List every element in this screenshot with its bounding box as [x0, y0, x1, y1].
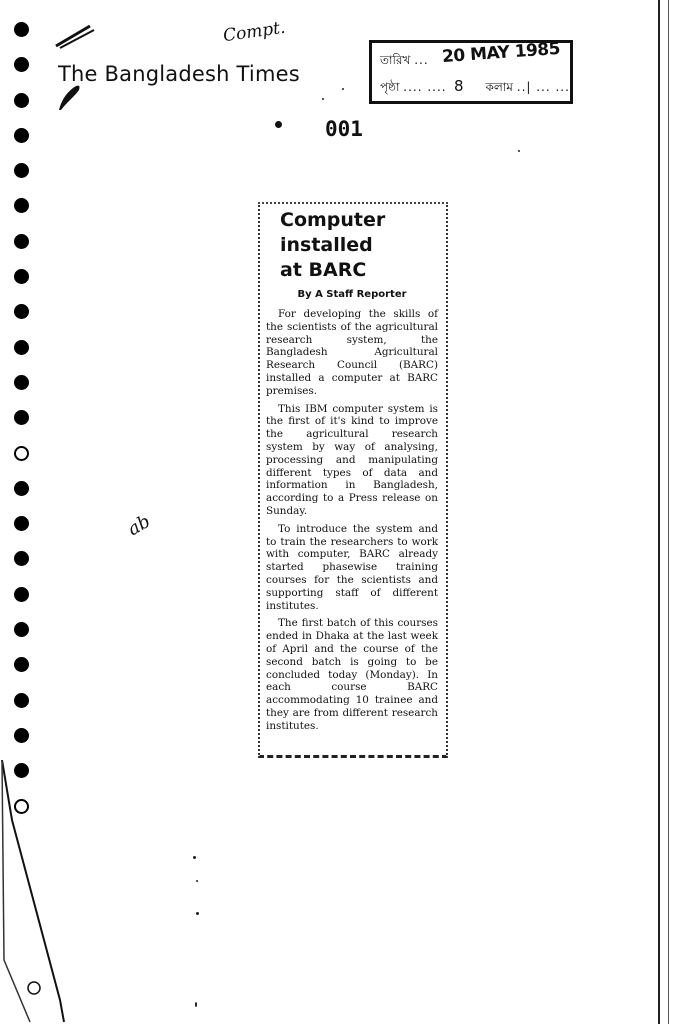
article-paragraph: The first batch of this courses ended in Dhaka at the last week of April and the course of the second batch is going to be concluded today (Monday). In each course BARC accommodating 10 trainee and they are from different research institutes.	[266, 617, 438, 732]
page-edge-line-inner	[668, 0, 669, 1024]
newspaper-clipping	[258, 202, 448, 758]
punch-hole	[14, 728, 29, 743]
handwritten-note: Compt.	[221, 17, 287, 47]
punch-hole	[14, 693, 29, 708]
ink-dot	[275, 121, 282, 128]
stamp-page-row: পৃষ্ঠা .... .... কলাম ..| ... ...	[380, 80, 570, 94]
stamp-page-value: 8	[454, 77, 464, 95]
punch-hole	[14, 657, 29, 672]
punch-hole	[14, 516, 29, 531]
ink-blot-mark	[55, 80, 83, 112]
punch-hole	[14, 587, 29, 602]
scan-speck	[196, 880, 198, 882]
scan-speck	[342, 88, 344, 90]
article-headline	[280, 208, 438, 283]
stamp-date-value: 20 MAY 1985	[441, 38, 561, 68]
stamp-column-label: কলাম	[485, 80, 513, 94]
punch-hole	[14, 340, 29, 355]
punch-hole	[14, 375, 29, 390]
article-paragraph: To introduce the system and to train the researchers to work with computer, BARC already started phasewise training courses for the scientists and supporting staff of different institutes.	[266, 522, 438, 612]
page-number: 001	[325, 117, 363, 141]
punch-hole	[14, 269, 29, 284]
punch-hole	[14, 622, 29, 637]
newspaper-title: The Bangladesh Times	[58, 62, 300, 86]
punch-hole	[14, 57, 29, 72]
punch-hole	[14, 93, 29, 108]
punch-holes	[14, 22, 38, 834]
headline-line: at BARC	[280, 259, 367, 281]
headline-line: installed	[280, 234, 373, 256]
article-paragraph: This IBM computer system is the first of it's kind to improve the agricultural research system by way of analysing, processing and manipulating different types of data and information in Bangladesh, according to a Press release on Sunday.	[266, 402, 438, 517]
folded-page-corner	[0, 760, 80, 1024]
punch-hole	[14, 304, 29, 319]
date-stamp	[369, 40, 573, 104]
article-byline: By A Staff Reporter	[297, 289, 407, 300]
punch-hole	[14, 163, 29, 178]
stamp-date-label: তারিখ	[380, 53, 411, 67]
punch-hole	[14, 481, 29, 496]
punch-hole	[14, 22, 29, 37]
stamp-page-label: পৃষ্ঠা	[380, 80, 400, 94]
punch-hole	[14, 410, 29, 425]
article-paragraph: For developing the skills of the scientists of the agricultural research system, the Bangladesh Agricultural Research Council (BARC) installed a computer at BARC premises.	[266, 308, 438, 397]
stamp-date-row: তারিখ ...	[380, 53, 429, 67]
scan-speck	[195, 1002, 197, 1007]
punch-hole	[14, 128, 29, 143]
margin-scribble: ab	[124, 510, 155, 541]
scan-speck	[322, 98, 324, 100]
headline-line: Computer	[280, 209, 386, 231]
ink-stroke-mark	[50, 22, 100, 52]
scan-speck	[518, 150, 520, 152]
scan-speck	[196, 912, 199, 915]
punch-hole	[14, 551, 29, 566]
punch-hole-ring	[14, 446, 29, 461]
scan-speck	[193, 856, 196, 859]
punch-hole	[14, 198, 29, 213]
page-edge-line	[658, 0, 660, 1024]
punch-hole	[14, 234, 29, 249]
